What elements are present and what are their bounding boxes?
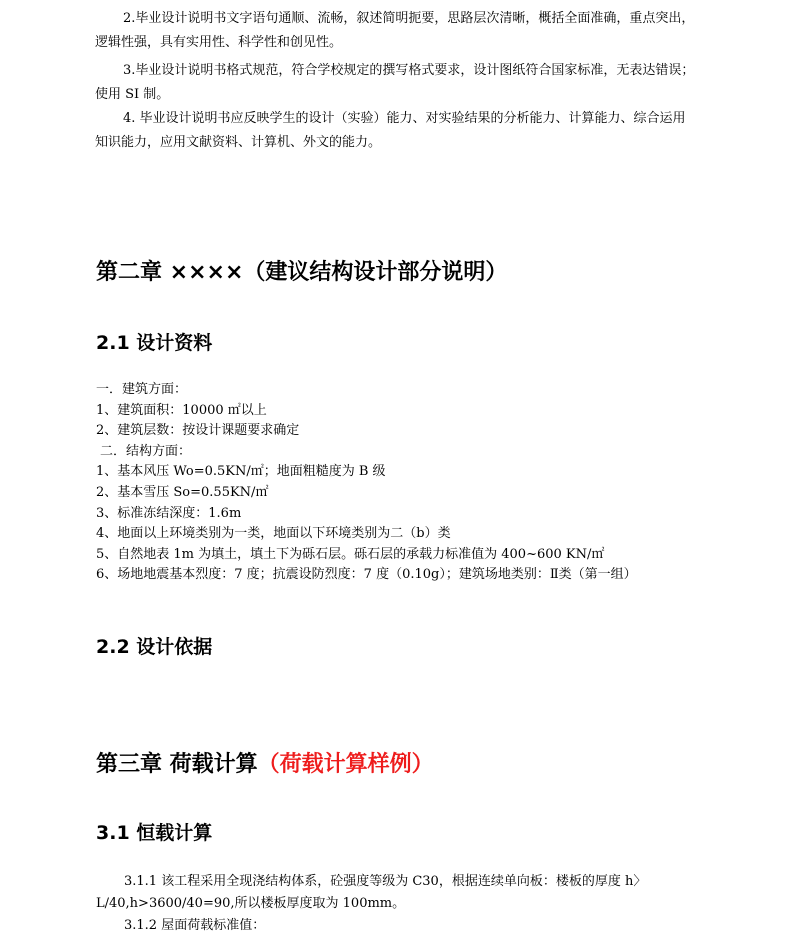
chapter-3-title-main: 第三章 荷载计算 <box>96 752 258 777</box>
chapter-2-title: 第二章 ××××（建议结构设计部分说明） <box>96 260 508 285</box>
intro-paragraph-4: 4. 毕业设计说明书应反映学生的设计（实验）能力、对实验结果的分析能力、计算能力、综合运用知识能力，应用文献资料、计算机、外文的能力。 <box>95 111 686 150</box>
section-3-1-title: 3.1 恒载计算 <box>96 822 213 844</box>
list-item: 2、建筑层数：按设计课题要求确定 <box>96 423 300 439</box>
list-item: 3、标准冻结深度：1.6m <box>96 505 242 521</box>
chapter-3-title <box>96 750 434 780</box>
list-item: 4、地面以上环境类别为一类，地面以下环境类别为二（b）类 <box>96 526 451 542</box>
intro-paragraph-3: 3.毕业设计说明书格式规范，符合学校规定的撰写格式要求，设计图纸符合国家标准，无表达错误；使用 SI 制。 <box>95 63 695 102</box>
intro-paragraph-2: 2.毕业设计说明书文字语句通顺、流畅，叙述简明扼要，思路层次清晰，概括全面准确，重点突出，逻辑性强，具有实用性、科学性和创见性。 <box>95 11 695 50</box>
list-item: 二．结构方面： <box>100 443 192 459</box>
list-item: 5、自然地表 1m 为填土，填土下为砾石层。砾石层的承载力标准值为 400~600 KN/㎡ <box>96 546 605 562</box>
section-2-1-title: 2.1 设计资料 <box>96 332 213 354</box>
list-item: 1、建筑面积：10000 ㎡以上 <box>96 402 267 418</box>
list-item: 一．建筑方面： <box>96 382 188 397</box>
section-3-1-1-paragraph: 3.1.1 该工程采用全现浇结构体系，砼强度等级为 C30，根据连续单向板：楼板的厚度 h〉L/40,h>3600/40=90,所以楼板厚度取为 100mm。 <box>96 874 647 911</box>
section-2-2-title: 2.2 设计依据 <box>96 636 213 658</box>
list-item: 6、场地地震基本烈度：7 度；抗震设防烈度：7 度（0.10g）；建筑场地类别：Ⅱ类（第一组） <box>96 567 637 583</box>
chapter-3-title-note: （荷载计算样例） <box>257 752 434 777</box>
section-3-1-2-paragraph: 3.1.2 屋面荷载标准值： <box>124 918 266 933</box>
design-data-list <box>96 380 708 586</box>
list-item: 1、基本风压 Wo=0.5KN/㎡；地面粗糙度为 B 级 <box>96 464 386 480</box>
list-item: 2、基本雪压 So=0.55KN/㎡ <box>96 484 269 500</box>
